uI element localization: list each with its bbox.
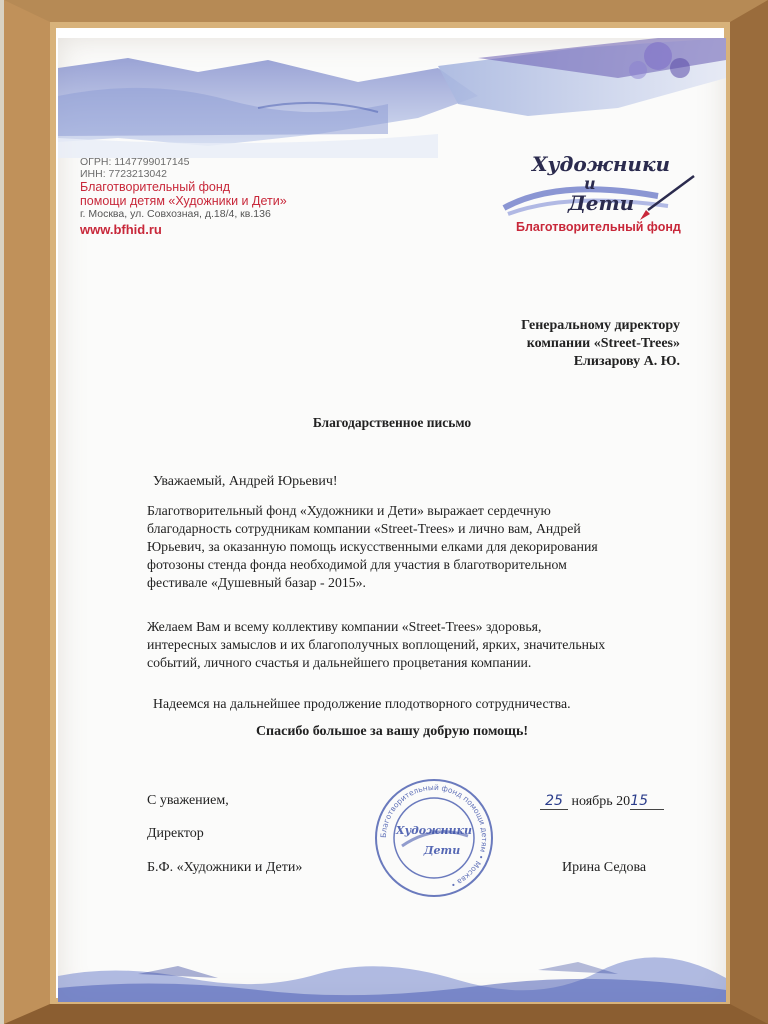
stamp-ring-text: Благотворительный фонд помощи детям • Москва • xyxy=(378,782,490,890)
official-stamp xyxy=(372,776,496,900)
date-day: 25 xyxy=(540,793,568,810)
logo-word2: и xyxy=(584,174,596,193)
greeting: Уважаемый, Андрей Юрьевич! xyxy=(153,474,338,489)
header-watercolor-painting xyxy=(58,38,726,158)
paragraph-1 xyxy=(147,502,707,592)
org-website: www.bfhid.ru xyxy=(80,222,162,237)
paragraph-1-line: фестивале «Душевный базар - 2015». xyxy=(147,575,366,590)
paragraph-3: Надеемся на дальнейшее продолжение плодотворного сотрудничества. xyxy=(153,696,571,711)
paragraph-2-line: Желаем Вам и всему коллективу компании «Street-Trees» здоровья, xyxy=(147,619,542,634)
letter-title: Благодарственное письмо xyxy=(312,415,472,430)
inn-text: ИНН: 7723213042 xyxy=(80,168,167,180)
addressee-line1: Генеральному директору xyxy=(521,318,680,333)
paragraph-2 xyxy=(147,618,707,672)
paragraph-2-line: интересных замыслов и их благополучных воплощений, ярких, значительных xyxy=(147,637,606,652)
date-year-suffix: 15 xyxy=(630,793,664,810)
paragraph-1-line: Юрьевич, за оказанную помощь искусственными елками для декорирования xyxy=(147,539,598,554)
org-address: г. Москва, ул. Совхозная, д.18/4, кв.136 xyxy=(80,208,271,220)
organisation-details xyxy=(80,156,287,238)
closing-thanks: Спасибо большое за вашу добрую помощь! xyxy=(255,724,529,739)
regards-text: С уважением, xyxy=(147,793,229,808)
logo-word1: Художники xyxy=(532,152,671,176)
signer-name: Ирина Седова xyxy=(562,860,647,875)
letter-date xyxy=(540,793,664,810)
addressee-block xyxy=(521,317,680,371)
org-name-line2: помощи детям «Художники и Дети» xyxy=(80,194,287,208)
signer-position: Директор xyxy=(147,826,204,841)
letter-paper xyxy=(58,38,726,1002)
logo-subtitle: Благотворительный фонд xyxy=(516,220,681,234)
addressee-line2: компании «Street-Trees» xyxy=(526,336,680,351)
footer-watercolor-strip xyxy=(58,956,726,1002)
org-name-line1: Благотворительный фонд xyxy=(80,180,231,194)
addressee-line3: Елизарову А. Ю. xyxy=(573,354,680,369)
stamp-center-text2: Дети xyxy=(423,844,461,857)
logo-word3: Дети xyxy=(568,191,635,215)
signer-organisation: Б.Ф. «Художники и Дети» xyxy=(147,860,303,875)
paragraph-1-line: Благотворительный фонд «Художники и Дети» выражает сердечную xyxy=(147,503,551,518)
paragraph-1-line: благодарность сотрудникам компании «Street-Trees» и лично вам, Андрей xyxy=(147,521,581,536)
paragraph-2-line: событий, личного счастья и дальнейшего процветания компании. xyxy=(147,655,532,670)
paragraph-1-line: фотозоны стенда фонда необходимой для участия в благотворительном xyxy=(147,557,567,572)
stamp-center-text1: Художники xyxy=(396,824,472,837)
foundation-logo xyxy=(498,144,708,244)
date-month-year: ноябрь 20 xyxy=(568,794,631,809)
ogrn-text: ОГРН: 1147799017145 xyxy=(80,156,190,168)
